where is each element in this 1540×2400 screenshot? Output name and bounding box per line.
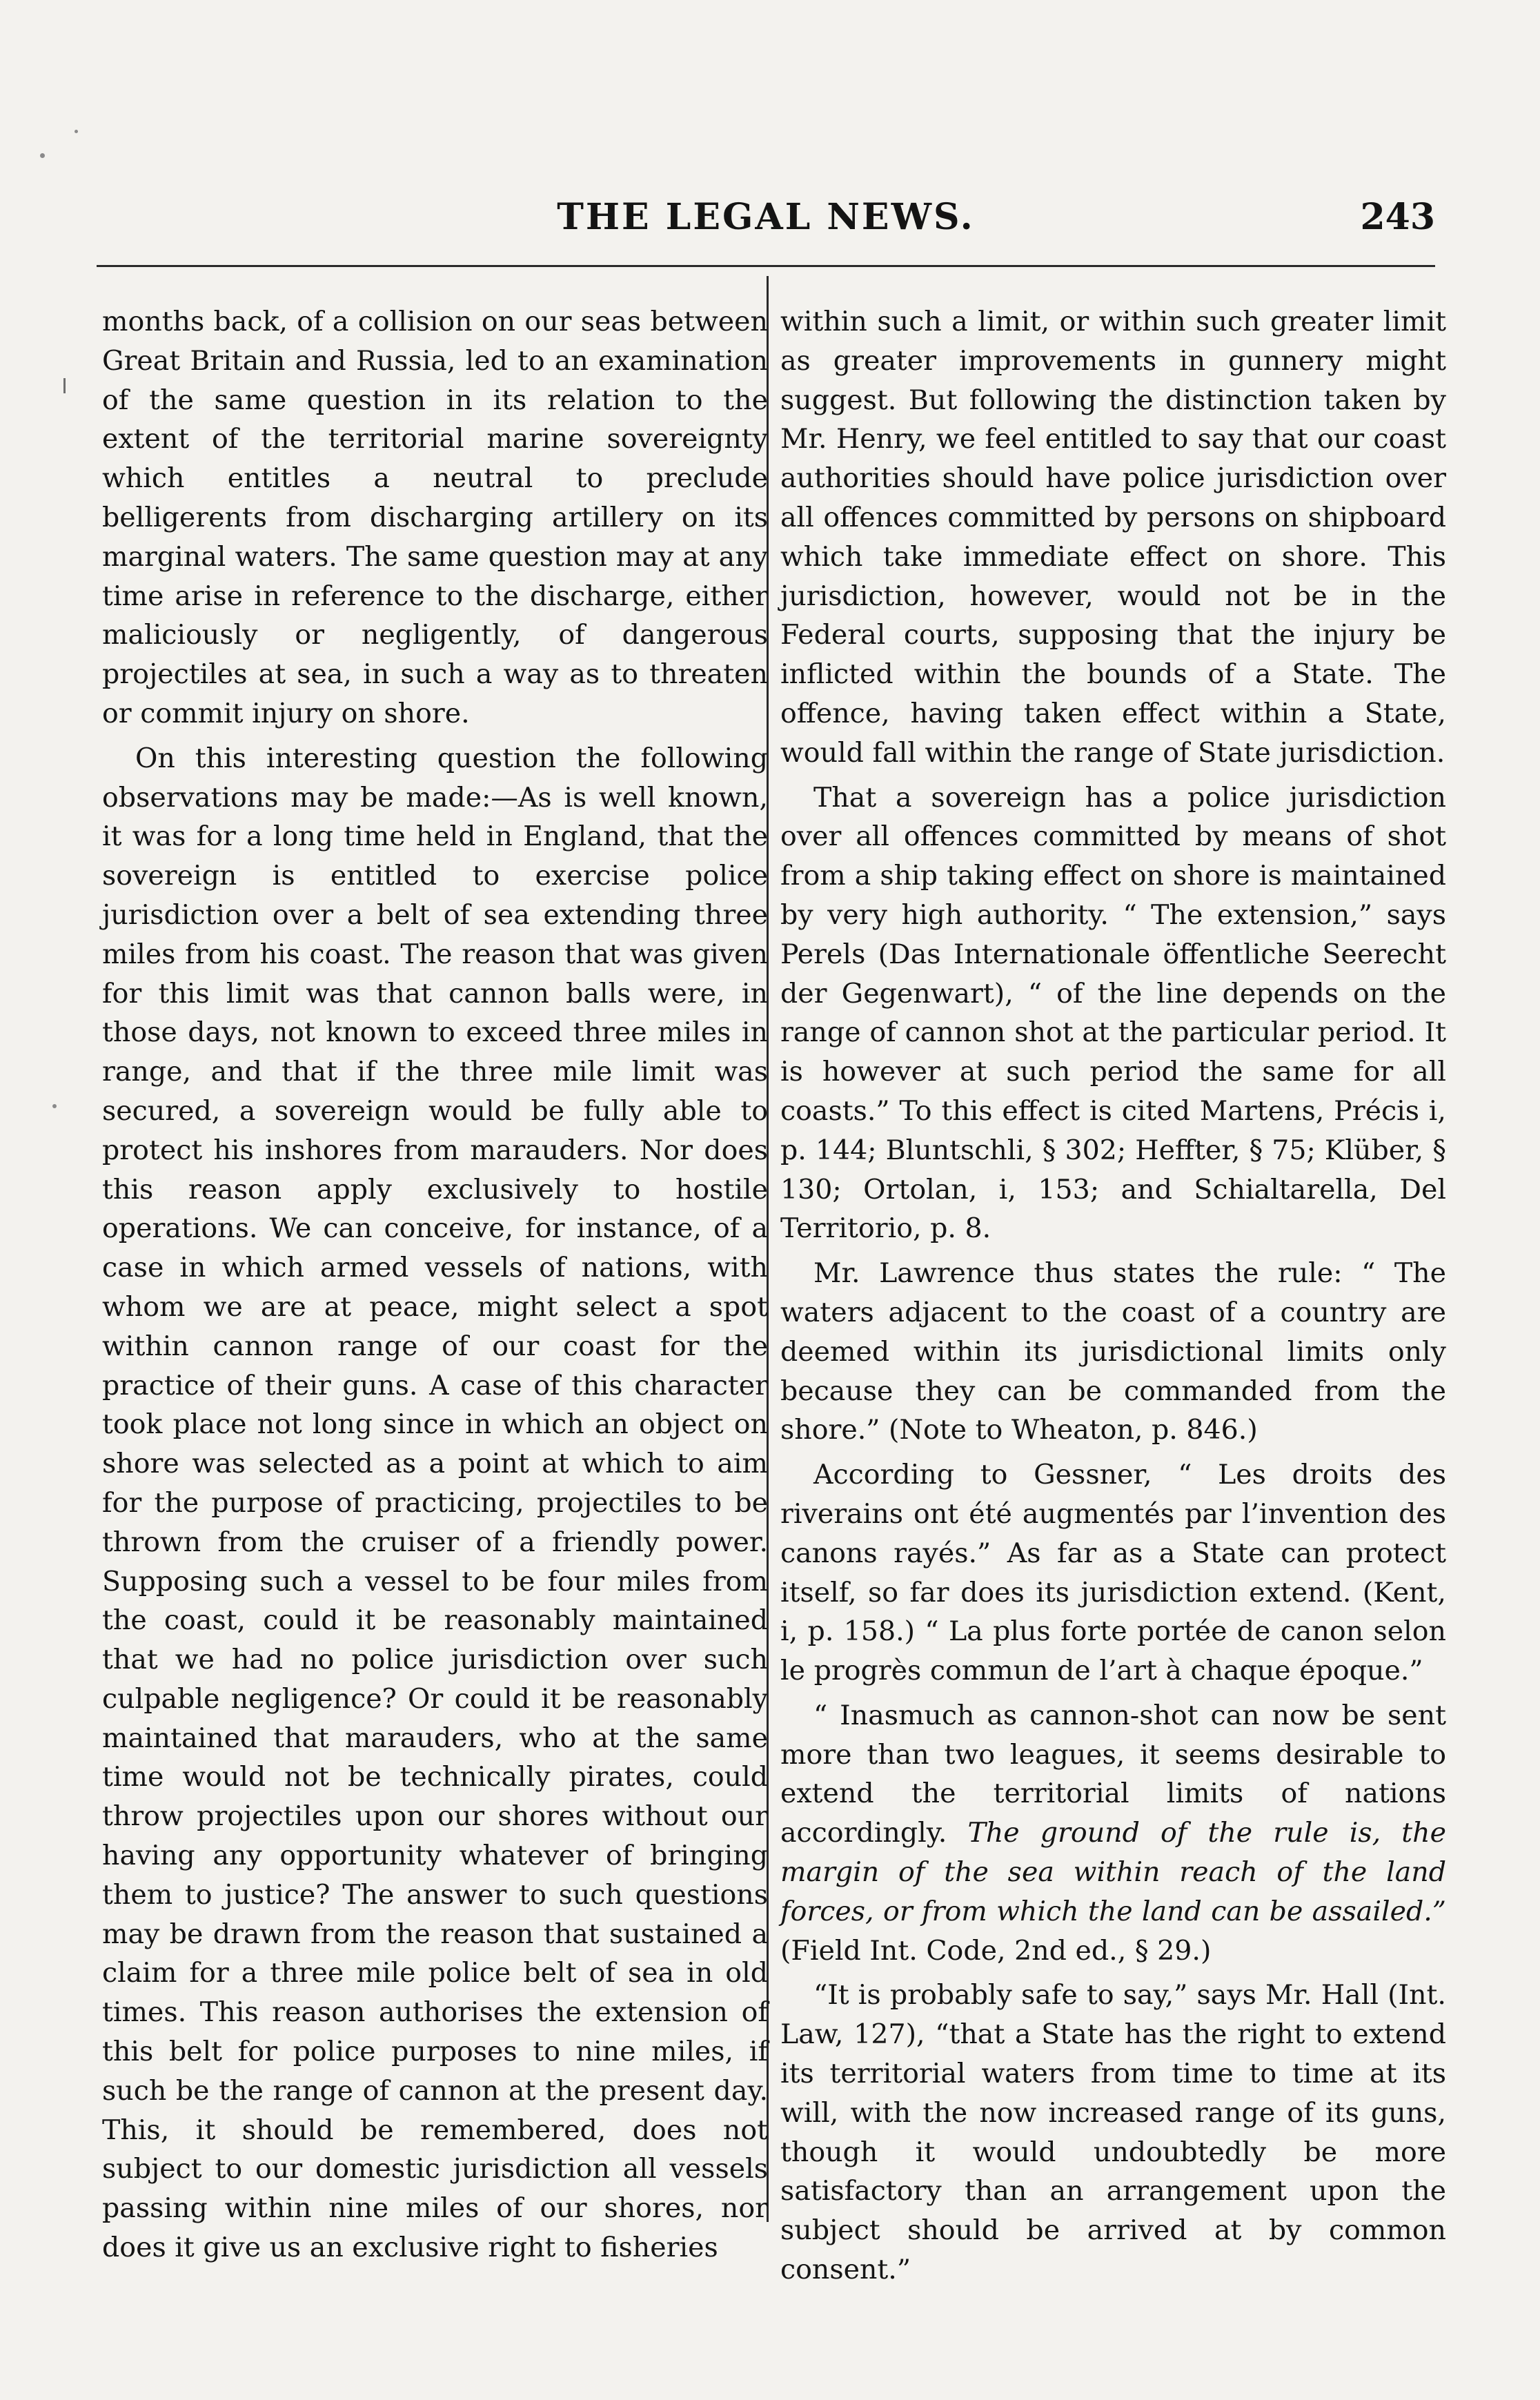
- running-title: THE LEGAL NEWS.: [557, 196, 975, 238]
- left-column: [102, 302, 768, 2268]
- page-header: [97, 192, 1435, 247]
- citation-text: (Field Int. Code, 2nd ed., § 29.): [780, 1934, 1212, 1967]
- paragraph: On this interesting question the following observations may be made:—As is well known, it was for a long time held in England, that the sovereign is entitled to exercise police jurisdiction over a belt of sea extending three miles from his coast. The reason that was given for this limit was that cannon balls were, in those days, not known to exceed three miles in range, and that if the three mile limit was secured, a sovereign would be fully able to protect his inshores from marauders. Nor does this reason apply exclusively to hostile operations. We can conceive, for instance, of a case in which armed vessels of nations, with whom we are at peace, might select a spot within cannon range of our coast for the practice of their guns. A case of this character took place not long since in which an object on shore was selected as a point at which to aim for the purpose of practicing, projectiles to be thrown from the cruiser of a friendly power. Supposing such a vessel to be four miles from the coast, could it be reasonably maintained that we had no police jurisdiction over such culpable negligence? Or could it be reasonably maintained that marauders, who at the same time would not be technically pirates, could throw projectiles upon our shores without our having any opportunity whatever of bringing them to justice? The answer to such questions may be drawn from the reason that sustained a claim for a three mile police belt of sea in old times. This reason authorises the extension of this belt for police purposes to nine miles, if such be the range of cannon at the present day. This, it should be remembered, does not subject to our domestic jurisdiction all vessels passing within nine miles of our shores, nor does it give us an exclusive right to fisheries: [102, 742, 768, 2264]
- paragraph: within such a limit, or within such greater limit as greater improvements in gunnery might suggest. But following the distinction taken by Mr. Henry, we feel entitled to say that our coast authorities should have police jurisdiction over all offences committed by persons on shipboard which take immediate effect on shore. This jurisdiction, however, would not be in the Federal courts, supposing that the injury be inflicted within the bounds of a State. The offence, having taken effect within a State, would fall within the range of State jurisdiction.: [780, 306, 1446, 769]
- header-rule: [97, 265, 1435, 267]
- ink-speck: [75, 130, 78, 133]
- page-number: 243: [1360, 196, 1435, 238]
- quote-text: “ Inasmuch as cannon-shot can now be sent more than two leagues, it seems desirable to extend the territorial limits of nations accordingly.: [780, 1699, 1446, 1849]
- paragraph: months back, of a collision on our seas between Great Britain and Russia, led to an examination of the same question in its relation to the extent of the territorial marine sovereignty which entitles a neutral to preclude belligerents from discharging artillery on its marginal waters. The same question may at any time arise in reference to the discharge, either maliciously or negligently, of dangerous projectiles at sea, in such a way as to threaten or commit injury on shore.: [102, 306, 768, 729]
- ink-speck: [40, 153, 45, 158]
- margin-mark: [63, 378, 66, 393]
- italic-quote-text: The ground of the rule is, the margin of the sea within reach of the land forces, or from which the land can be assailed.”: [780, 1817, 1446, 1927]
- quoted-paragraph: [780, 1696, 1446, 1971]
- ink-speck: [52, 1104, 57, 1108]
- paragraph: “It is probably safe to say,” says Mr. Hall (Int. Law, 127), “that a State has the right to extend its territorial waters from time to time at its will, with the now increased range of its guns, though it would undoubtedly be more satisfactory than an arrangement upon the subject should be arrived at by common consent.”: [780, 1979, 1446, 2286]
- right-column: [780, 302, 1446, 2290]
- paragraph: That a sovereign has a police jurisdiction over all offences committed by means of shot from a ship taking effect on shore is maintained by very high authority. “ The extension,” says Perels (Das Internationale öffentliche Seerecht der Gegenwart), “ of the line depends on the range of cannon shot at the particular period. It is however at such period the same for all coasts.” To this effect is cited Martens, Précis i, p. 144; Bluntschli, § 302; Heffter, § 75; Klüber, § 130; Ortolan, i, 153; and Schialtarella, Del Territorio, p. 8.: [780, 781, 1446, 1245]
- paragraph: Mr. Lawrence thus states the rule: “ The waters adjacent to the coast of a country are deemed within its jurisdictional limits only because they can be commanded from the shore.” (Note to Wheaton, p. 846.): [780, 1257, 1446, 1446]
- paragraph: According to Gessner, “ Les droits des riverains ont été augmentés par l’invention des canons rayés.” As far as a State can protect itself, so far does its jurisdiction extend. (Kent, i, p. 158.) “ La plus forte portée de canon selon le progrès commun de l’art à chaque époque.”: [780, 1459, 1446, 1687]
